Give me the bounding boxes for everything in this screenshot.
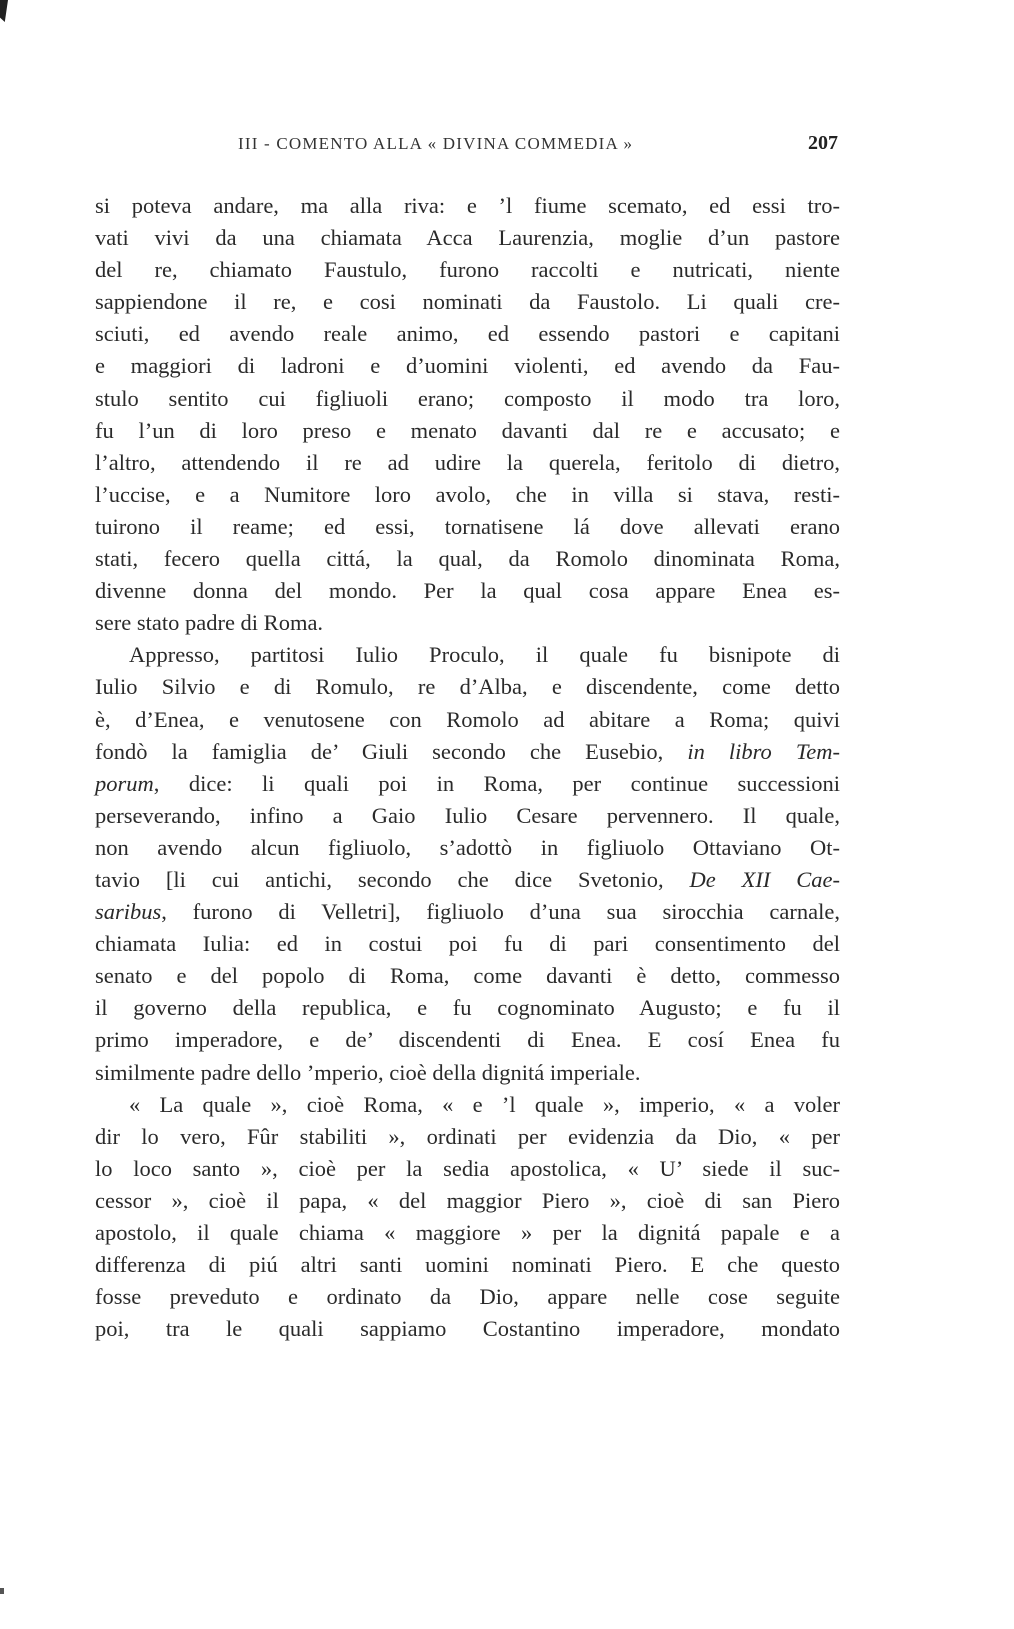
text-line <box>95 318 840 350</box>
text-line <box>95 1153 840 1185</box>
text-line <box>95 704 840 736</box>
text-line <box>95 671 840 703</box>
text-span: Appresso, partitosi Iulio Proculo, il quale fu bisnipote di <box>129 642 840 668</box>
text-line <box>95 1089 840 1121</box>
text-span: fu l’un di loro preso e menato davanti dal re e accusato; e <box>95 417 840 443</box>
text-line <box>95 1185 840 1217</box>
text-span: dir lo vero, Fûr stabiliti », ordinati per evidenzia da Dio, « per <box>95 1123 840 1149</box>
text-span: sere stato padre di Roma. <box>95 610 324 636</box>
italic-title-text: in libro Tem- <box>687 738 840 764</box>
text-span: divenne donna del mondo. Per la qual cosa appare Enea es- <box>95 578 840 604</box>
text-span: tavio [li cui antichi, secondo che dice Svetonio, <box>95 866 690 892</box>
running-header <box>238 134 838 160</box>
text-line <box>95 1281 840 1313</box>
text-line <box>95 350 840 382</box>
italic-title-text: De XII Cae- <box>689 866 840 892</box>
text-line <box>95 1217 840 1249</box>
text-span: senato e del popolo di Roma, come davanti è detto, commesso <box>95 963 840 989</box>
text-span: stati, fecero quella cittá, la qual, da Romolo dinominata Roma, <box>95 546 840 572</box>
text-span: « La quale », cioè Roma, « e ’l quale », imperio, « a voler <box>129 1091 840 1117</box>
text-line <box>95 639 840 671</box>
text-line <box>95 543 840 575</box>
text-span: differenza di piú altri santi uomini nominati Piero. E che questo <box>95 1252 840 1278</box>
text-span: , dice: li quali poi in Roma, per continue successioni <box>153 770 840 796</box>
text-span: poi, tra le quali sappiamo Costantino imperadore, mondato <box>95 1316 840 1342</box>
text-span: , furono di Velletri], figliuolo d’una sua sirocchia carnale, <box>161 899 840 925</box>
text-span: stulo sentito cui figliuoli erano; composto il modo tra loro, <box>95 385 840 411</box>
text-line <box>95 575 840 607</box>
text-span: perseverando, infino a Gaio Iulio Cesare pervennero. Il quale, <box>95 802 840 828</box>
text-line <box>95 736 840 768</box>
text-span: non avendo alcun figliuolo, s’adottò in figliuolo Ottaviano Ot- <box>95 834 840 860</box>
text-span: tuirono il reame; ed essi, tornatisene lá dove allevati erano <box>95 513 840 539</box>
text-span: fosse preveduto e ordinato da Dio, appare nelle cose seguite <box>95 1284 840 1310</box>
text-line <box>95 383 840 415</box>
text-line <box>95 928 840 960</box>
text-line <box>95 447 840 479</box>
italic-title-text: saribus <box>95 899 162 925</box>
text-line <box>95 1249 840 1281</box>
text-span: Iulio Silvio e di Romulo, re d’Alba, e discendente, come detto <box>95 674 840 700</box>
text-line <box>95 1121 840 1153</box>
text-line <box>95 1024 840 1056</box>
text-line <box>95 768 840 800</box>
text-line <box>95 511 840 543</box>
text-line <box>95 960 840 992</box>
text-line <box>95 1313 840 1345</box>
text-span: l’altro, attendendo il re ad udire la querela, feritolo di dietro, <box>95 449 840 475</box>
text-span: apostolo, il quale chiama « maggiore » per la dignitá papale e a <box>95 1220 840 1245</box>
text-line <box>95 832 840 864</box>
text-span: chiamata Iulia: ed in costui poi fu di pari consentimento del <box>95 931 840 957</box>
text-span: fondò la famiglia de’ Giuli secondo che Eusebio, <box>95 738 688 764</box>
text-span: cessor », cioè il papa, « del maggior Piero », cioè di san Piero <box>95 1187 840 1213</box>
text-span: vati vivi da una chiamata Acca Laurenzia, moglie d’un pastore <box>95 225 840 251</box>
page-body <box>95 190 840 1345</box>
text-span: similmente padre dello ’mperio, cioè della dignitá imperiale. <box>95 1059 641 1085</box>
text-span: del re, chiamato Faustulo, furono raccolti e nutricati, niente <box>95 257 840 283</box>
text-span: l’uccise, e a Numitore loro avolo, che in villa si stava, resti- <box>95 481 840 507</box>
text-line <box>95 415 840 447</box>
text-span: e maggiori di ladroni e d’uomini violenti, ed avendo da Fau- <box>95 353 840 379</box>
text-line <box>95 286 840 318</box>
scan-corner-mark <box>0 0 8 22</box>
text-span: lo loco santo », cioè per la sedia apostolica, « U’ siede il suc- <box>95 1155 840 1181</box>
text-span: sciuti, ed avendo reale animo, ed essendo pastori e capitani <box>95 321 840 347</box>
text-line <box>95 896 840 928</box>
text-line <box>95 254 840 286</box>
text-span: sappiendone il re, e cosi nominati da Faustolo. Li quali cre- <box>95 289 840 315</box>
text-span: è, d’Enea, e venutosene con Romolo ad abitare a Roma; quivi <box>95 706 840 732</box>
text-line <box>95 992 840 1024</box>
text-line <box>95 1057 840 1089</box>
text-line <box>95 800 840 832</box>
text-line <box>95 190 840 222</box>
text-line <box>95 479 840 511</box>
text-span: il governo della republica, e fu cognominato Augusto; e fu il <box>95 995 840 1021</box>
italic-title-text: porum <box>95 770 154 796</box>
running-title: III - COMENTO ALLA « DIVINA COMMEDIA » <box>238 134 634 153</box>
text-span: si poteva andare, ma alla riva: e ’l fiume scemato, ed essi tro- <box>95 193 840 218</box>
page-number: 207 <box>808 132 838 154</box>
text-line <box>95 864 840 896</box>
scan-speck <box>0 1588 4 1594</box>
text-line <box>95 607 840 639</box>
text-span: primo imperadore, e de’ discendenti di Enea. E cosí Enea fu <box>95 1027 840 1053</box>
text-line <box>95 222 840 254</box>
